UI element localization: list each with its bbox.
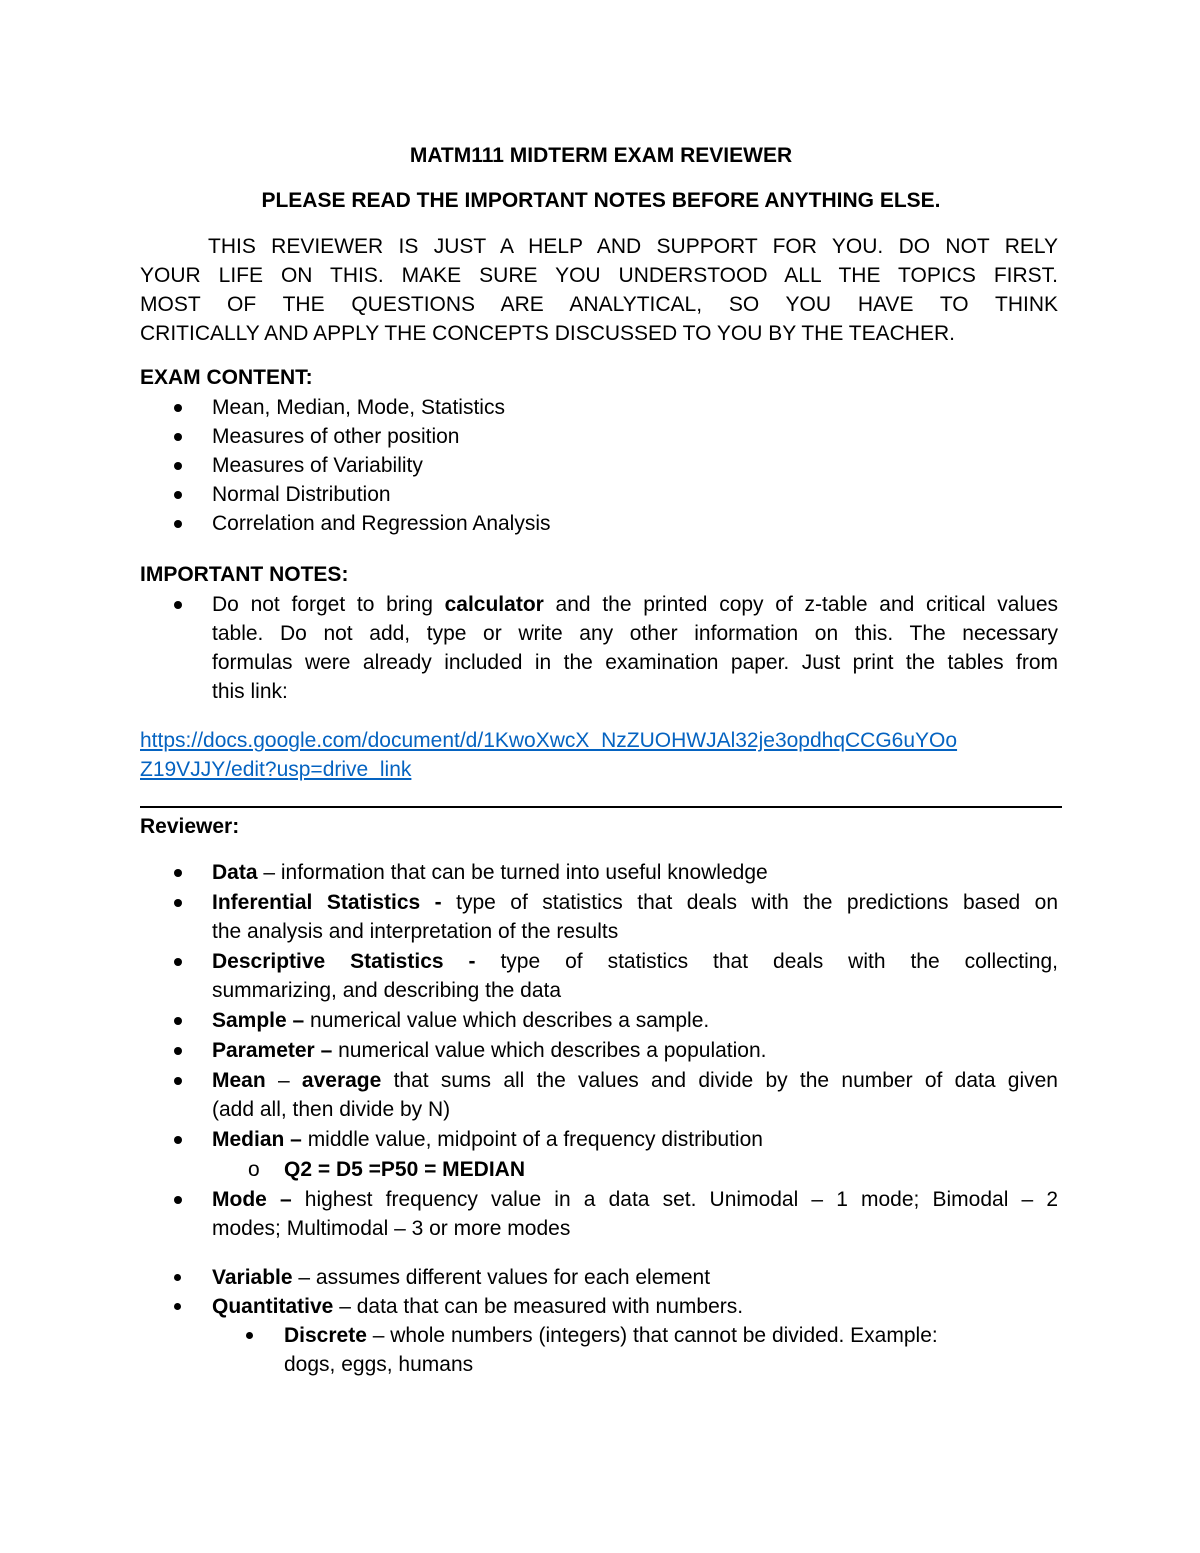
list-item-data: Data – information that can be turned into useful knowledge <box>140 858 1058 887</box>
bullet-icon <box>246 1332 253 1339</box>
notice-line: MOST OF THE QUESTIONS ARE ANALYTICAL, SO YOU HAVE TO THINK <box>140 293 1058 316</box>
notice-line: THIS REVIEWER IS JUST A HELP AND SUPPORT FOR YOU. DO NOT RELY <box>208 235 1058 258</box>
important-notes-list <box>140 590 1058 706</box>
important-notes-heading: IMPORTANT NOTES: <box>140 563 349 586</box>
list-item-median: Median – middle value, midpoint of a frequency distribution <box>140 1125 1058 1154</box>
list-item-text: Mean, Median, Mode, Statistics <box>212 396 505 419</box>
list-item <box>140 480 1058 509</box>
bullet-icon <box>174 958 182 966</box>
list-item <box>140 422 1058 451</box>
link-line[interactable]: https://docs.google.com/document/d/1KwoXwcX_NzZUOHWJAl32je3opdhqCCG6uYOo <box>140 729 958 752</box>
bullet-icon <box>174 404 182 412</box>
list-item-parameter: Parameter – numerical value which describes a population. <box>140 1036 1058 1065</box>
bullet-icon <box>174 520 182 528</box>
bullet-icon <box>174 1303 181 1310</box>
note-line: table. Do not add, type or write any other information on this. The necessary <box>212 622 1058 645</box>
calculator-emphasis: calculator <box>444 593 544 616</box>
link-line[interactable]: Z19VJJY/edit?usp=drive_link <box>140 758 412 781</box>
list-item <box>140 509 1058 538</box>
list-item-text: Correlation and Regression Analysis <box>212 512 551 535</box>
list-item-quantitative: Quantitative – data that can be measured with numbers. <box>140 1292 1058 1321</box>
z-table-link[interactable] <box>140 726 1062 784</box>
document-subtitle: PLEASE READ THE IMPORTANT NOTES BEFORE ANYTHING ELSE. <box>261 189 941 212</box>
list-item-text: Measures of Variability <box>212 454 423 477</box>
exam-content-list <box>140 393 1058 538</box>
note-line: this link: <box>212 680 288 703</box>
notice-paragraph <box>140 232 1058 348</box>
bullet-icon <box>174 1047 182 1055</box>
reviewer-list <box>140 858 1058 1244</box>
document-title: MATM111 MIDTERM EXAM REVIEWER <box>409 144 793 167</box>
list-item <box>140 393 1058 422</box>
bullet-icon <box>174 1274 181 1281</box>
list-item-text: Measures of other position <box>212 425 460 448</box>
note-line: Do not forget to bring calculator and the printed copy of z-table and critical values <box>212 593 1058 616</box>
list-item-mean: Mean – average that sums all the values and divide by the number of data given (add all, then divide by N) <box>140 1066 1058 1124</box>
notice-line: YOUR LIFE ON THIS. MAKE SURE YOU UNDERSTOOD ALL THE TOPICS FIRST. <box>140 264 1058 287</box>
bullet-icon <box>174 462 182 470</box>
bullet-icon <box>174 869 182 877</box>
note-line: formulas were already included in the examination paper. Just print the tables from <box>212 651 1058 674</box>
list-item <box>140 451 1058 480</box>
bullet-icon <box>174 1077 182 1085</box>
exam-content-heading: EXAM CONTENT: <box>140 366 313 389</box>
bullet-icon <box>174 1017 182 1025</box>
bullet-icon <box>174 433 182 441</box>
median-sub-item: o Q2 = D5 =P50 = MEDIAN <box>140 1155 1058 1184</box>
list-item-descriptive: Descriptive Statistics - type of statistics that deals with the collecting, summarizing, and describing the data <box>140 947 1058 1005</box>
notice-line: CRITICALLY AND APPLY THE CONCEPTS DISCUSSED TO YOU BY THE TEACHER. <box>140 322 955 345</box>
reviewer-list-continued <box>140 1263 1058 1379</box>
bullet-icon <box>174 899 182 907</box>
list-item-variable: Variable – assumes different values for each element <box>140 1263 1058 1292</box>
bullet-icon <box>174 491 182 499</box>
circle-bullet-icon: o <box>248 1158 260 1181</box>
list-item-mode: Mode – highest frequency value in a data set. Unimodal – 1 mode; Bimodal – 2 modes; Multimodal – 3 or more modes <box>140 1185 1058 1243</box>
list-item-text: Normal Distribution <box>212 483 391 506</box>
list-item <box>140 590 1058 706</box>
list-item-inferential: Inferential Statistics - type of statistics that deals with the predictions based on the analysis and interpretation of the results <box>140 888 1058 946</box>
bullet-icon <box>174 1196 182 1204</box>
horizontal-divider <box>140 806 1062 808</box>
bullet-icon <box>174 1136 182 1144</box>
list-item-discrete: Discrete – whole numbers (integers) that cannot be divided. Example: dogs, eggs, humans <box>140 1321 1058 1379</box>
bullet-icon <box>174 601 182 609</box>
reviewer-heading: Reviewer: <box>140 815 240 838</box>
list-item-sample: Sample – numerical value which describes a sample. <box>140 1006 1058 1035</box>
